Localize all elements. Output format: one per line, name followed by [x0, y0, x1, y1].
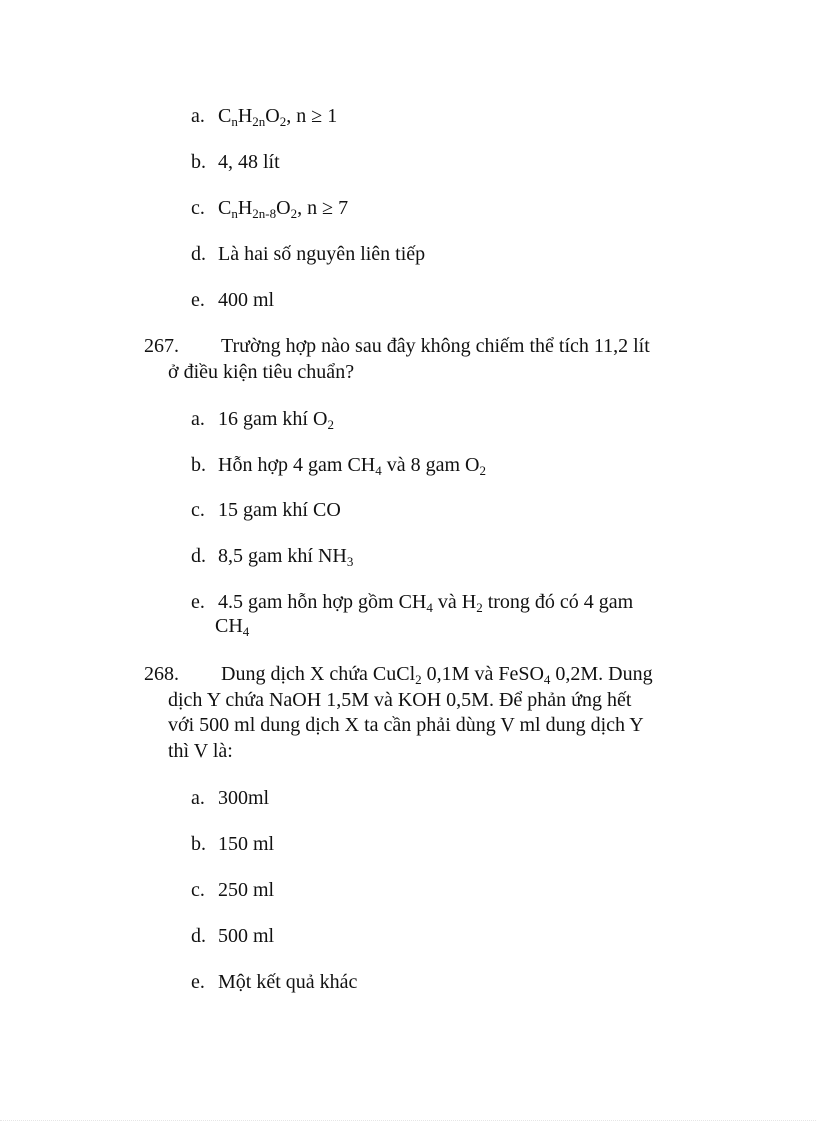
option-b-prev: b. 4, 48 lít — [191, 151, 280, 173]
option-a: a. 300ml — [191, 787, 270, 809]
option-e: e. Một kết quả khác — [191, 971, 358, 993]
question-number: 267. — [144, 335, 179, 357]
question-line: với 500 ml dung dịch X ta cần phải dùng V ml dung dịch Y — [168, 714, 644, 736]
question-line: dịch Y chứa NaOH 1,5M và KOH 0,5M. Để phản ứng hết — [168, 688, 632, 711]
option-d: d. 8,5 gam khí $NH_3$ — [191, 545, 354, 569]
option-b: b. Hỗn hợp 4 gam $CH_4$ và 8 gam $O_2$ — [191, 454, 487, 478]
option-b: b. 150 ml — [191, 833, 275, 855]
question-267 — [144, 334, 689, 385]
option-d-prev: d. Là hai số nguyên liên tiếp — [191, 243, 426, 265]
question-line: Dung dịch X chứa CuCl$_2$ 0,1M và FeSO$_4$ 0,2M. Dung — [221, 663, 653, 687]
option-d: d. 500 ml — [191, 925, 275, 947]
option-e-prev: e. 400 ml — [191, 289, 275, 311]
question-268 — [144, 662, 689, 764]
option-c: c. 250 ml — [191, 879, 275, 901]
question-line: ở điều kiện tiêu chuẩn? — [168, 360, 355, 383]
option-a: a. 16 gam khí $O_2$ — [191, 408, 334, 432]
question-line: thì V là: — [168, 739, 233, 762]
question-number: 268. — [144, 663, 179, 685]
question-line: Trường hợp nào sau đây không chiếm thể tích 11,2 lít — [221, 335, 650, 357]
option-c: c. 15 gam khí CO — [191, 499, 341, 521]
option-c-prev: c. $C_nH_{2n-8}O_2$, n ≥ 7 — [191, 197, 349, 221]
option-e: e. 4.5 gam hỗn hợp gồm $CH_4$ và $H_2$ trong đó có 4 gam $CH_4$ — [191, 591, 634, 639]
option-a-prev: a. $C_nH_{2n}O_2$, n ≥ 1 — [191, 105, 338, 129]
